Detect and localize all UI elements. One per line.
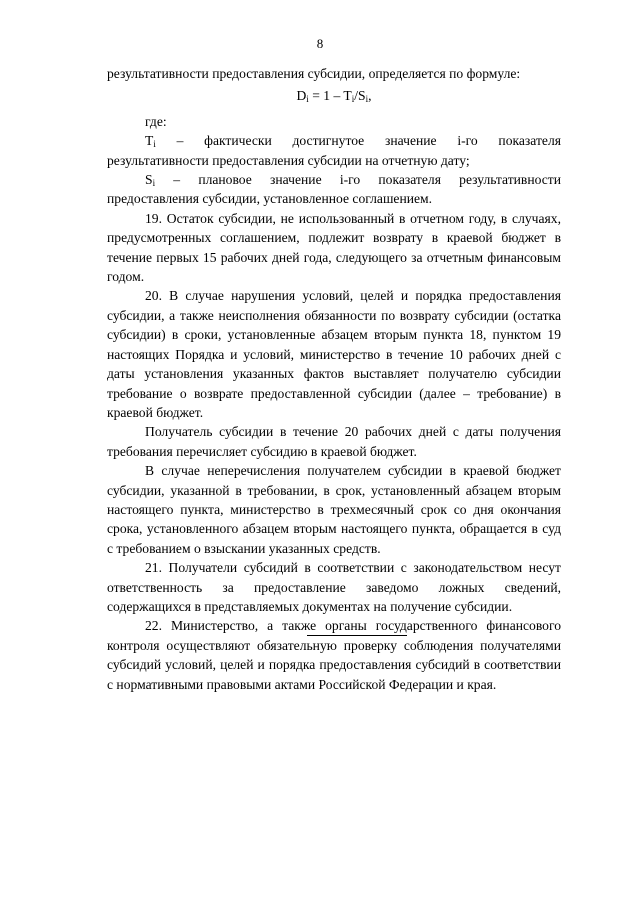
s-symbol-sub: i bbox=[152, 178, 156, 189]
formula-t-sub: i bbox=[351, 94, 355, 105]
formula bbox=[107, 86, 561, 105]
t-symbol-sub: i bbox=[153, 139, 156, 150]
document-body bbox=[107, 64, 561, 694]
s-definition-text: – плановое значение i-го показателя результативности предоставления субсидии, установленное соглашением. bbox=[107, 172, 561, 207]
end-separator-line bbox=[307, 635, 407, 636]
paragraph-21: 21. Получатели субсидий в соответствии с законодательством несут ответственность за предоставление заведомо ложных сведений, содержащихся в представляемых документах на получение субсидии. bbox=[107, 560, 561, 614]
t-definition bbox=[107, 131, 561, 170]
formula-lhs: D bbox=[296, 88, 307, 104]
paragraph-19: 19. Остаток субсидии, не использованный в отчетном году, в случаях, предусмотренных соглашением, подлежит возврату в краевой бюджет в течение первых 15 рабочих дней года, следующего за отчетным финансовым годом. bbox=[107, 210, 561, 285]
paragraph-22: 22. Министерство, а также органы государственного финансового контроля осуществляют обязательную проверку соблюдения получателями субсидий условий, целей и порядка предоставления субсидий в соответствии с нормативными правовыми актами Российской Федерации и края. bbox=[107, 618, 561, 692]
s-symbol: S bbox=[145, 172, 153, 188]
page-number: 8 bbox=[316, 36, 324, 51]
formula-end: , bbox=[368, 88, 372, 104]
paragraph-20: 20. В случае нарушения условий, целей и порядка предоставления субсидии, а также неисполнения обязанности по возврату субсидии (остатка субсидии) в сроки, установленные абзацем вторым пункта 18, пунктом 19 настоящих Порядка и условий, министерство в течение 10 рабочих дней с даты установления указанных фактов выставляет получателю субсидии требование о возврате предоставленной субсидии (далее – требование) в краевой бюджет. bbox=[107, 288, 561, 420]
s-definition bbox=[107, 170, 561, 209]
paragraph-20-court: В случае неперечисления получателем субсидии в краевой бюджет субсидии, указанной в требовании, в срок, установленный абзацем вторым настоящего пункта, министерство в трехмесячный срок со дня окончания срока, установленного абзацем вторым настоящего пункта, обращается в суд с требованием о взыскании указанных средств. bbox=[107, 463, 561, 556]
where-label: где: bbox=[145, 113, 167, 129]
t-symbol: T bbox=[145, 133, 154, 149]
intro-line: результативности предоставления субсидии, определяется по формуле: bbox=[107, 66, 521, 81]
formula-lhs-sub: i bbox=[306, 94, 309, 105]
formula-slash: /S bbox=[354, 88, 366, 104]
formula-s-sub: i bbox=[365, 94, 369, 105]
paragraph-20-recipient: Получатель субсидии в течение 20 рабочих дней с даты получения требования перечисляет субсидию в краевой бюджет. bbox=[107, 424, 561, 459]
t-definition-text: – фактически достигнутое значение i-го показателя результативности предоставления субсидии на отчетную дату; bbox=[107, 133, 561, 168]
formula-eq: = 1 – T bbox=[308, 88, 352, 104]
